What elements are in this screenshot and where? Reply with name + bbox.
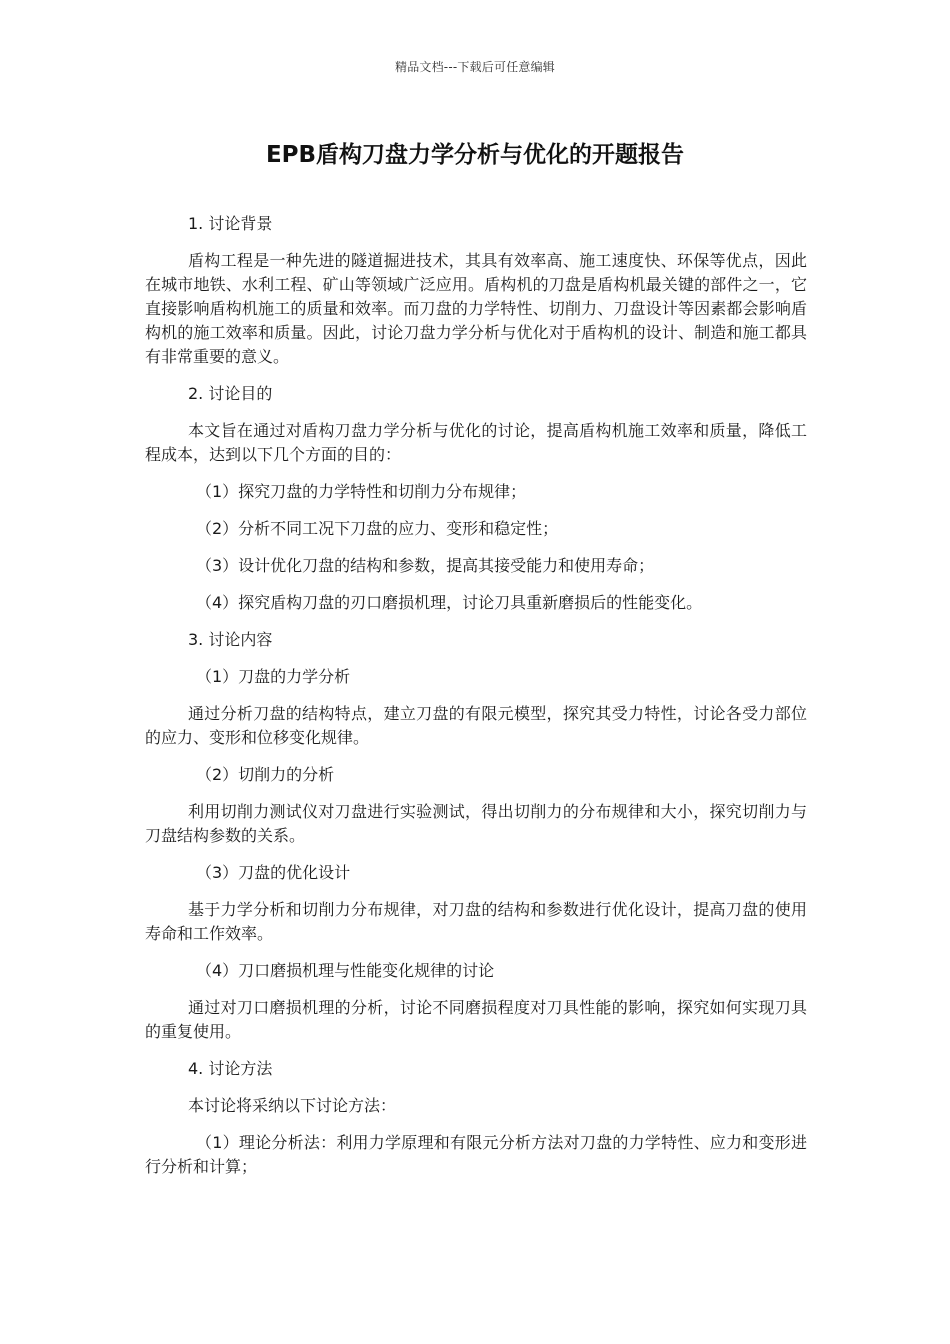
paragraph-content-2: 利用切削力测试仪对刀盘进行实验测试，得出切削力的分布规律和大小，探究切削力与刀盘结构参数的关系。: [145, 802, 807, 845]
purpose-item-3: （3）设计优化刀盘的结构和参数，提高其接受能力和使用寿命；: [196, 556, 655, 575]
section-heading-method: 4. 讨论方法: [188, 1059, 273, 1078]
method-item-1: （1）理论分析法：利用力学原理和有限元分析方法对刀盘的力学特性、应力和变形进行分析和计算；: [145, 1133, 807, 1176]
paragraph-content-4: 通过对刀口磨损机理的分析，讨论不同磨损程度对刀具性能的影响，探究如何实现刀具的重复使用。: [145, 998, 807, 1041]
paragraph-content-1: 通过分析刀盘的结构特点，建立刀盘的有限元模型，探究其受力特性，讨论各受力部位的应力、变形和位移变化规律。: [145, 704, 807, 747]
paragraph-method-intro: 本讨论将采纳以下讨论方法：: [188, 1096, 397, 1115]
content-subheading-1: （1）刀盘的力学分析: [196, 667, 351, 686]
purpose-item-4: （4）探究盾构刀盘的刃口磨损机理，讨论刀具重新磨损后的性能变化。: [196, 593, 703, 612]
section-heading-content: 3. 讨论内容: [188, 630, 273, 649]
content-subheading-4: （4）刀口磨损机理与性能变化规律的讨论: [196, 961, 495, 980]
content-subheading-3: （3）刀盘的优化设计: [196, 863, 351, 882]
document-title: EPB盾构刀盘力学分析与优化的开题报告: [265, 142, 685, 168]
section-heading-purpose: 2. 讨论目的: [188, 384, 273, 403]
purpose-item-1: （1）探究刀盘的力学特性和切削力分布规律；: [196, 482, 527, 501]
paragraph-background: 盾构工程是一种先进的隧道掘进技术，其具有效率高、施工速度快、环保等优点，因此在城市地铁、水利工程、矿山等领域广泛应用。盾构机的刀盘是盾构机最关键的部件之一，它直接影响盾构机施工的质量和效率。而刀盘的力学特性、切削力、刀盘设计等因素都会影响盾构机的施工效率和质量。因此，讨论刀盘力学分析与优化对于盾构机的设计、制造和施工都具有非常重要的意义。: [145, 251, 807, 366]
document-body: [145, 212, 807, 1192]
header-note: 精品文档---下载后可任意编辑: [395, 60, 555, 74]
content-subheading-2: （2）切削力的分析: [196, 765, 335, 784]
paragraph-content-3: 基于力学分析和切削力分布规律，对刀盘的结构和参数进行优化设计，提高刀盘的使用寿命和工作效率。: [145, 900, 807, 943]
paragraph-purpose: 本文旨在通过对盾构刀盘力学分析与优化的讨论，提高盾构机施工效率和质量，降低工程成本，达到以下几个方面的目的：: [145, 421, 807, 464]
section-heading-background: 1. 讨论背景: [188, 214, 273, 233]
purpose-item-2: （2）分析不同工况下刀盘的应力、变形和稳定性；: [196, 519, 559, 538]
